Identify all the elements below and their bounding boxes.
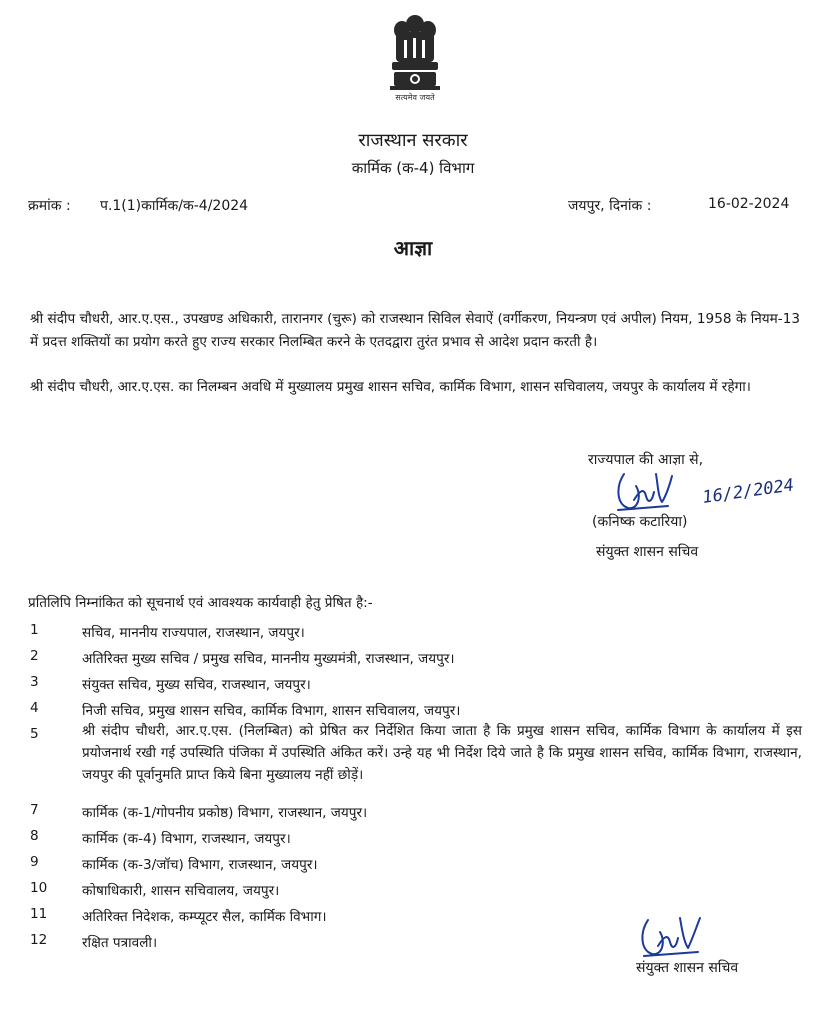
place-date-label: जयपुर, दिनांक :	[568, 198, 652, 214]
copy-item-text: अतिरिक्त मुख्य सचिव / प्रमुख सचिव, माननीय मुख्यमंत्री, राजस्थान, जयपुर।	[82, 651, 455, 667]
signature-mark-icon	[612, 466, 682, 518]
department-title: कार्मिक (क-4) विभाग	[351, 159, 475, 177]
copy-item-text: सचिव, माननीय राज्यपाल, राजस्थान, जयपुर।	[82, 625, 305, 641]
copy-item-text: कार्मिक (क-3/जॉच) विभाग, राजस्थान, जयपुर।	[82, 857, 318, 873]
order-title: आज्ञा	[393, 236, 433, 260]
order-paragraph-2: श्री संदीप चौधरी, आर.ए.एस. का निलम्बन अवधि में मुख्यालय प्रमुख शासन सचिव, कार्मिक विभाग, शासन सचिवालय, जयपुर के कार्यालय में रहेगा।	[30, 379, 751, 395]
copy-item-number: 3	[30, 674, 39, 690]
copy-item-number: 9	[30, 854, 39, 870]
order-paragraph-1: श्री संदीप चौधरी, आर.ए.एस., उपखण्ड अधिकारी, तारानगर (चुरू) को राजस्थान सिविल सेवाऐं (वर्गीकरण, नियन्त्रण एवं अपील) नियम, 1958 के नियम-13 में प्रदत्त शक्तियों का प्रयोग करते हुए राज्य सरकार निलम्बित करने के एतदद्वारा तुरंत प्रभाव से आदेश प्रदान करती है।	[30, 311, 800, 350]
copy-item-number: 1	[30, 622, 39, 638]
copy-item-text: निजी सचिव, प्रमुख शासन सचिव, कार्मिक विभाग, शासन सचिवालय, जयपुर।	[82, 703, 461, 719]
copy-item-number: 2	[30, 648, 39, 664]
signatory-name: (कनिष्क कटारिया)	[592, 514, 688, 530]
government-title: राजस्थान सरकार	[358, 130, 468, 151]
signatory-designation: संयुक्त शासन सचिव	[596, 544, 699, 560]
order-date: 16-02-2024	[708, 196, 790, 212]
copy-item-number: 7	[30, 802, 39, 818]
copy-item-text: संयुक्त सचिव, मुख्य सचिव, राजस्थान, जयपुर।	[82, 677, 311, 693]
copy-to-heading: प्रतिलिपि निम्नांकित को सूचनार्थ एवं आवश्यक कार्यवाही हेतु प्रेषित है:-	[28, 595, 373, 611]
copy-item-text: श्री संदीप चौधरी, आर.ए.एस. (निलम्बित) को प्रेषित कर निर्देशित किया जाता है कि प्रमुख शासन सचिव, कार्मिक विभाग के कार्यालय में इस प्रयोजनार्थ रखी गई उपस्थिति पंजिका में उपस्थिति अंकित करें। उन्हे यह भी निर्देश दिये जाते है कि प्रमुख शासन सचिव, कार्मिक विभाग, राजस्थान, जयपुर की पूर्वानुमति प्राप्त किये बिना मुख्यालय नहीं छोड़ें।	[82, 723, 802, 783]
copy-item-text: रक्षित पत्रावली।	[82, 935, 158, 951]
copy-item-text: अतिरिक्त निदेशक, कम्प्यूटर सैल, कार्मिक विभाग।	[82, 909, 327, 925]
copy-item-number: 12	[30, 932, 48, 948]
copy-item-number: 8	[30, 828, 39, 844]
footer-designation: संयुक्त शासन सचिव	[636, 960, 739, 976]
reference-number-label: क्रमांक :	[28, 198, 71, 214]
copy-item-number: 10	[30, 880, 48, 896]
copy-item-number: 5	[30, 726, 39, 742]
emblem-motto: सत्यमेव जयते	[395, 93, 435, 102]
by-order-line: राज्यपाल की आज्ञा से,	[588, 452, 704, 468]
reference-number-value: प.1(1)कार्मिक/क-4/2024	[100, 198, 249, 214]
copy-item-number: 11	[30, 906, 48, 922]
copy-item-text: कार्मिक (क-1/गोपनीय प्रकोष्ठ) विभाग, राजस्थान, जयपुर।	[82, 805, 368, 821]
handwritten-date: 16/2/2024	[701, 475, 796, 508]
copy-item-text: कोषाधिकारी, शासन सचिवालय, जयपुर।	[82, 883, 280, 899]
copy-item-text: कार्मिक (क-4) विभाग, राजस्थान, जयपुर।	[82, 831, 291, 847]
copy-item-number: 4	[30, 700, 39, 716]
